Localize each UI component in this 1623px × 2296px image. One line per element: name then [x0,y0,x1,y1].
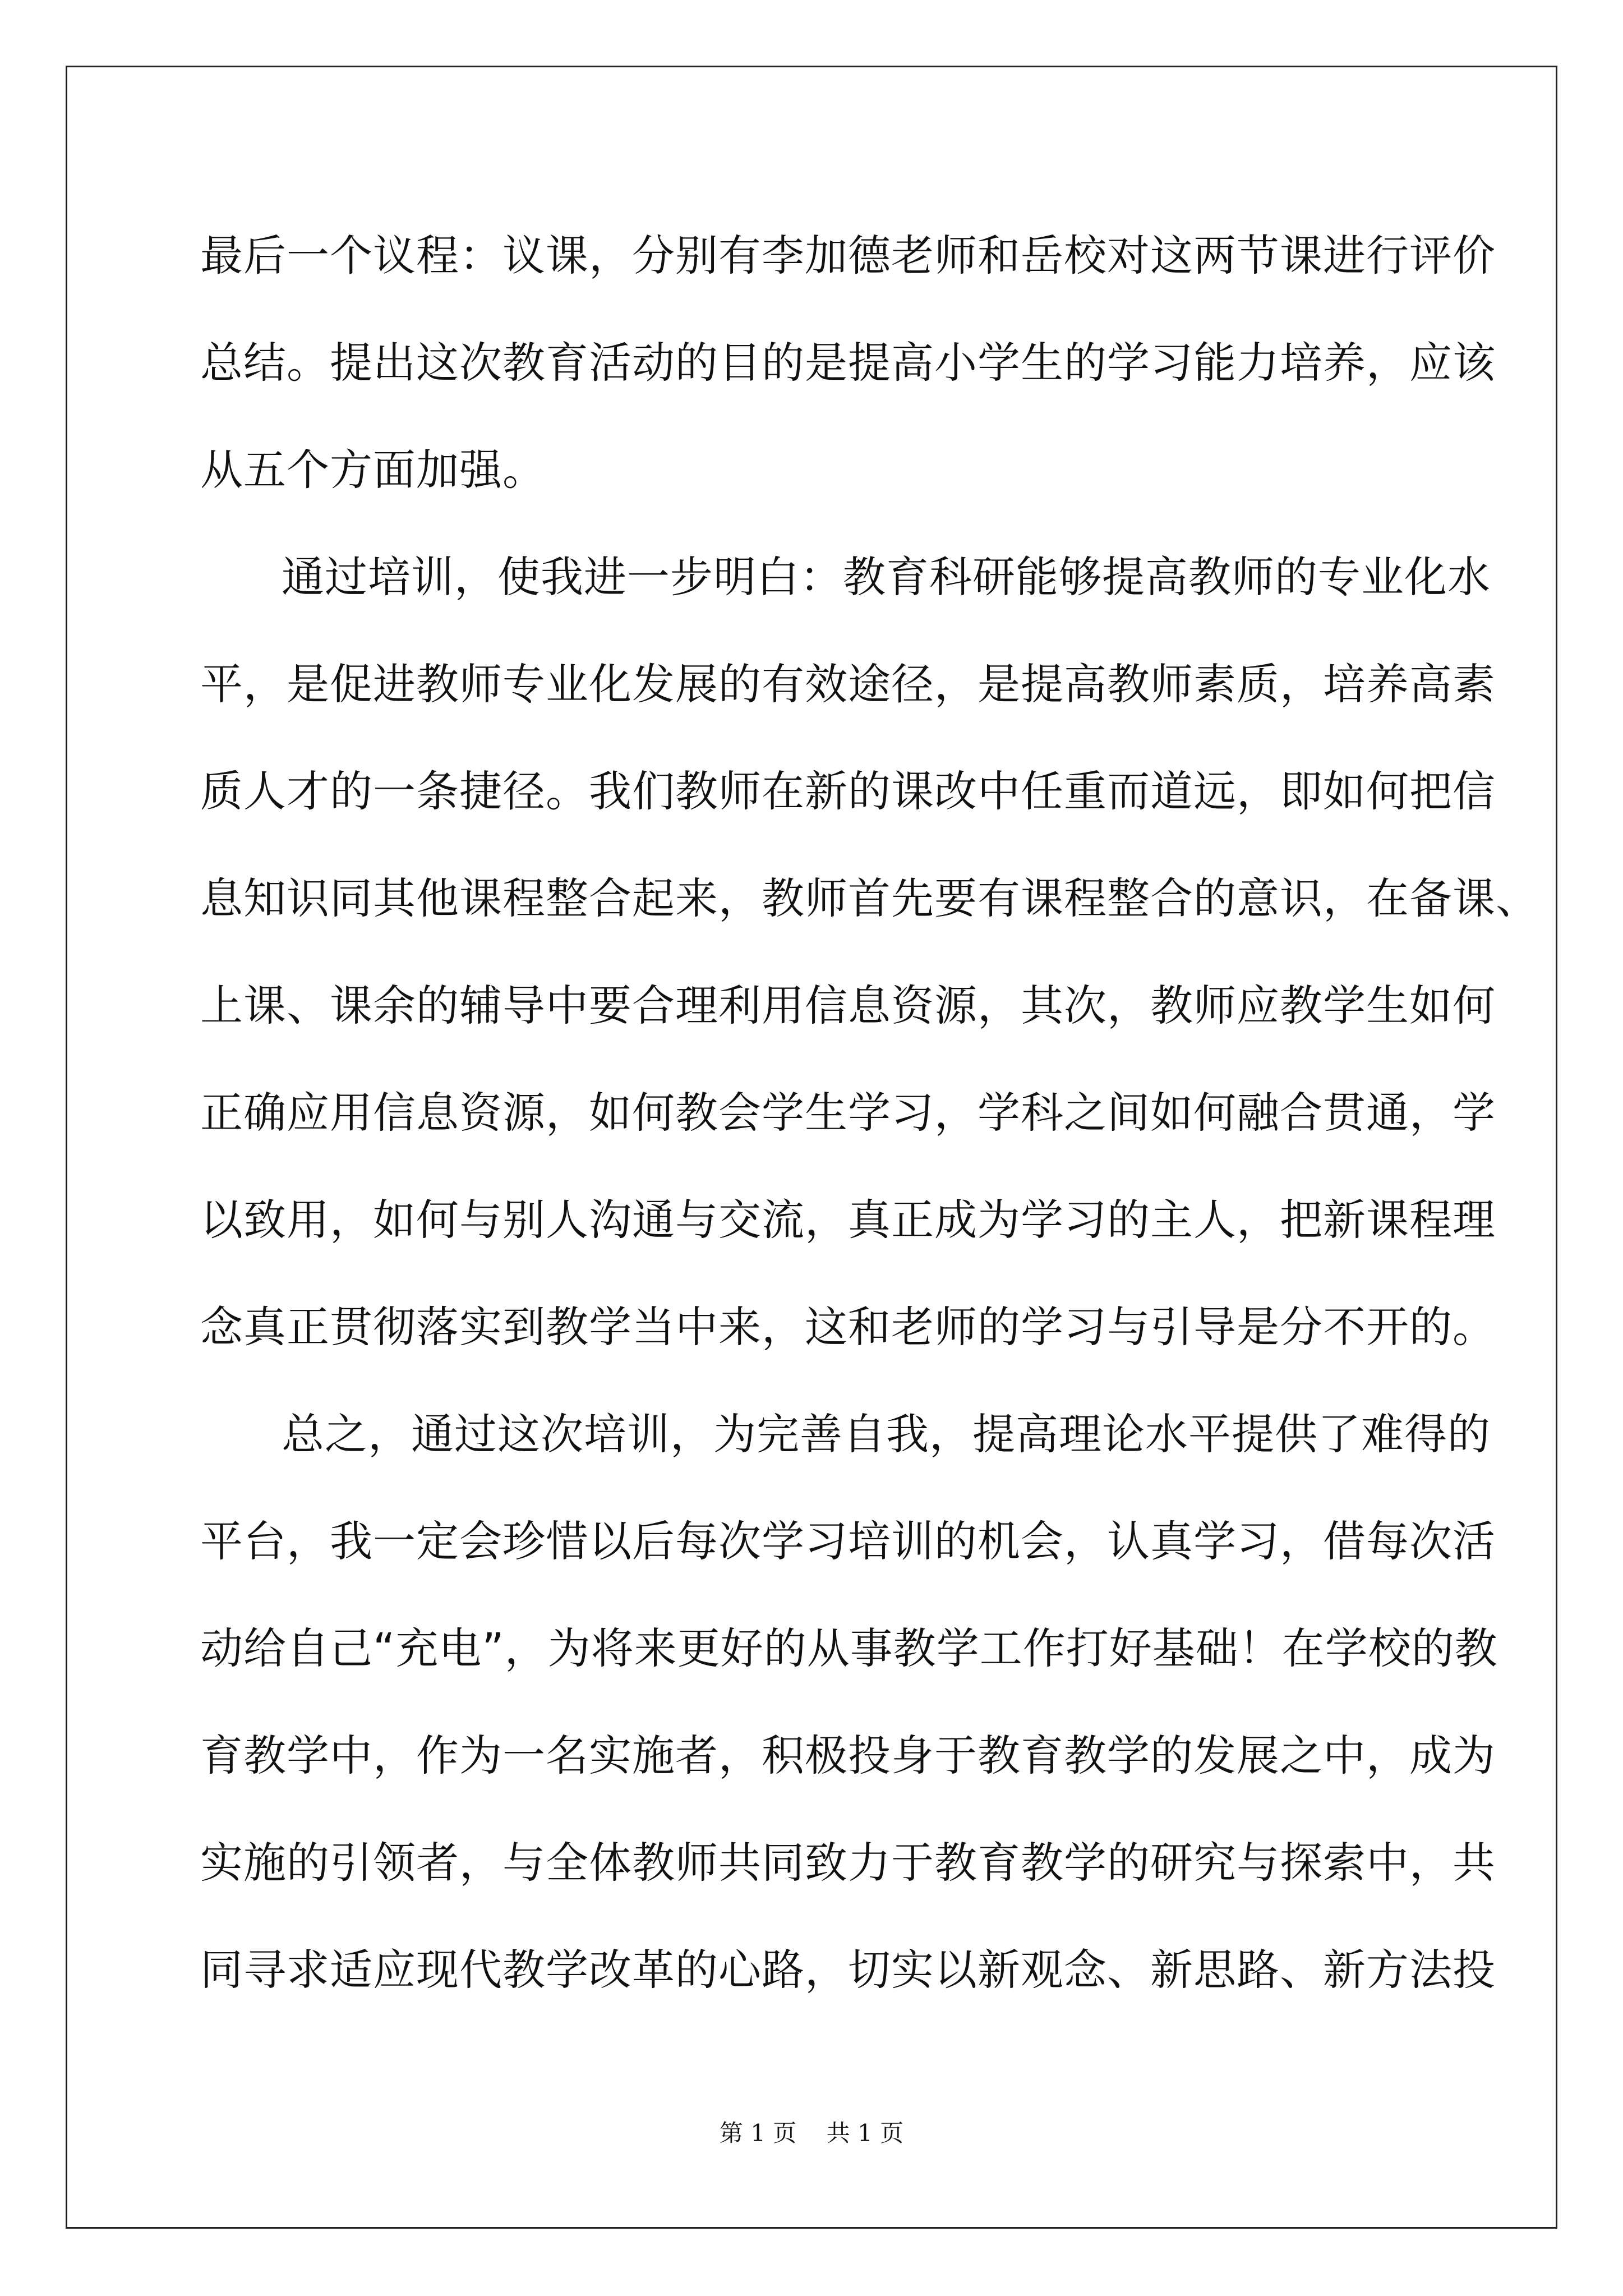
text-line: 息知识同其他课程整合起来，教师首先要有课程整合的意识，在备课、 [200,873,1539,923]
text-line: 总之，通过这次培训，为完善自我，提高理论水平提供了难得的 [282,1409,1491,1459]
text-line: 通过培训，使我进一步明白：教育科研能够提高教师的专业化水 [282,552,1491,602]
text-line: 实施的引领者，与全体教师共同致力于教育教学的研究与探索中，共 [200,1838,1496,1888]
text-line: 从五个方面加强。 [200,445,546,495]
page-total: 共 1 页 [826,2119,904,2147]
text-line: 上课、课余的辅导中要合理利用信息资源，其次，教师应教学生如何 [200,981,1496,1030]
text-line: 正确应用信息资源，如何教会学生学习，学科之间如何融合贯通，学 [200,1088,1496,1138]
text-line: 最后一个议程：议课，分别有李加德老师和岳校对这两节课进行评价 [200,231,1496,280]
text-line: 念真正贯彻落实到教学当中来，这和老师的学习与引导是分不开的。 [200,1302,1496,1352]
text-line: 动给自己“充电”，为将来更好的从事教学工作打好基础！在学校的教 [200,1623,1498,1673]
paragraph-3 [200,1381,1498,2023]
text-line: 总结。提出这次教育活动的目的是提高小学生的学习能力培养，应该 [200,338,1496,388]
page-footer [0,2115,1623,2148]
paragraph-2 [200,523,1539,1381]
text-line: 平台，我一定会珍惜以后每次学习培训的机会，认真学习，借每次活 [200,1516,1496,1566]
text-line: 同寻求适应现代教学改革的心路，切实以新观念、新思路、新方法投 [200,1945,1496,1995]
paragraph-1 [200,202,1496,523]
text-line: 育教学中，作为一名实施者，积极投身于教育教学的发展之中，成为 [200,1731,1496,1780]
page-number: 第 1 页 [719,2119,797,2147]
text-line: 以致用，如何与别人沟通与交流，真正成为学习的主人，把新课程理 [200,1195,1496,1245]
document-body [200,202,1539,2023]
text-line: 质人才的一条捷径。我们教师在新的课改中任重而道远，即如何把信 [200,766,1496,816]
text-line: 平，是促进教师专业化发展的有效途径，是提高教师素质，培养高素 [200,659,1496,709]
